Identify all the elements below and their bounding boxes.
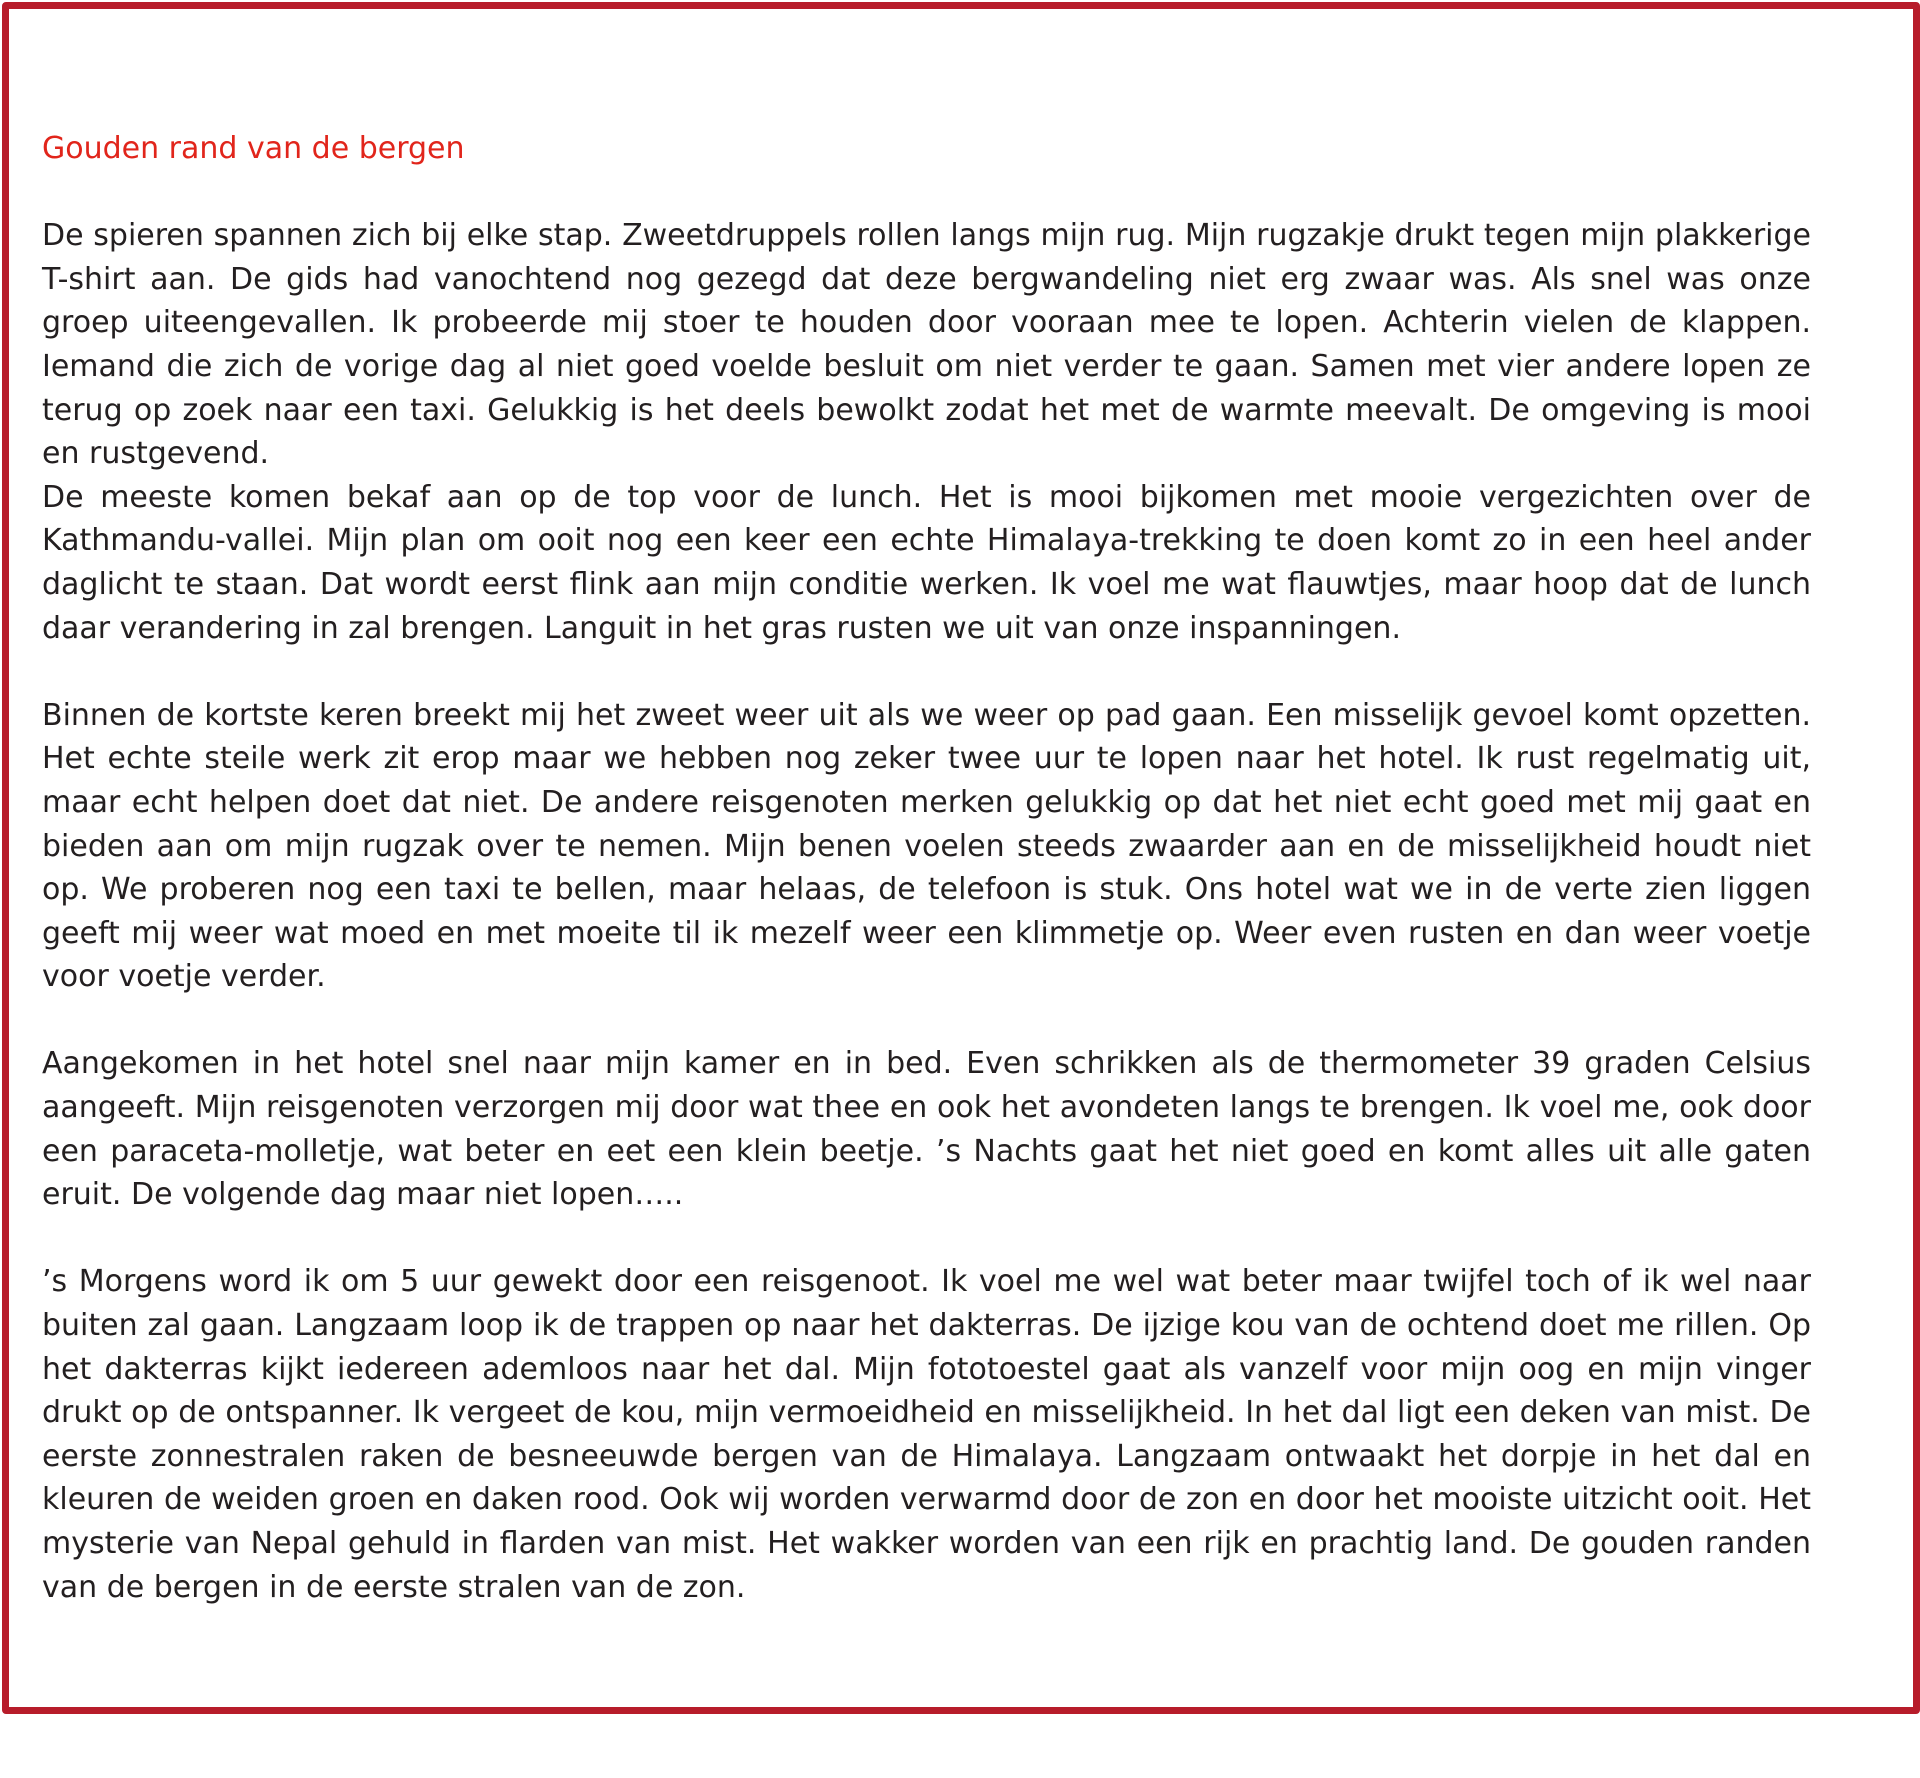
document-title: Gouden rand van de bergen: [42, 131, 465, 166]
paragraph-5: ’s Morgens word ik om 5 uur gewekt door een reisgenoot. Ik voel me wel wat beter maar twijfel toch of ik wel naar buiten zal gaan. Langzaam loop ik de trappen op naar het dakterras. De ijzige kou van de ochtend doet me rillen. Op het dakterras kijkt iedereen ademloos naar het dal. Mijn fototoestel gaat als vanzelf voor mijn oog en mijn vinger drukt op de ontspanner. Ik vergeet de kou, mijn vermoeidheid en misselijkheid. In het dal ligt een deken van mist. De eerste zonnestralen raken de besneeuwde bergen van de Himalaya. Langzaam ontwaakt het dorpje in het dal en kleuren de weiden groen en daken rood. Ook wij worden verwarmd door de zon en door het mooiste uitzicht ooit. Het mysterie van Nepal gehuld in flarden van mist. Het wakker worden van een rijk en prachtig land. De gouden randen van de bergen in de eerste stralen van de zon.: [42, 1264, 1811, 1605]
paragraph-3: Binnen de kortste keren breekt mij het zweet weer uit als we weer op pad gaan. Een misselijk gevoel komt opzetten. Het echte steile werk zit erop maar we hebben nog zeker twee uur te lopen naar het hotel. Ik rust regelmatig uit, maar echt helpen doet dat niet. De andere reisgenoten merken gelukkig op dat het niet echt goed met mij gaat en bieden aan om mijn rugzak over te nemen. Mijn benen voelen steeds zwaarder aan en de misselijkheid houdt niet op. We proberen nog een taxi te bellen, maar helaas, de telefoon is stuk. Ons hotel wat we in de verte zien liggen geeft mij weer wat moed en met moeite til ik mezelf weer een klimmetje op. Weer even rusten en dan weer voetje voor voetje verder.: [42, 697, 1811, 995]
document-body: [42, 127, 1811, 1609]
paragraph-1: De spieren spannen zich bij elke stap. Zweetdruppels rollen langs mijn rug. Mijn rugzakje drukt tegen mijn plakkerige T-shirt aan. De gids had vanochtend nog gezegd dat deze bergwandeling niet erg zwaar was. Als snel was onze groep uiteengevallen. Ik probeerde mij stoer te houden door vooraan mee te lopen. Achterin vielen de klappen. Iemand die zich de vorige dag al niet goed voelde besluit om niet verder te gaan. Samen met vier andere lopen ze terug op zoek naar een taxi. Gelukkig is het deels bewolkt zodat het met de warmte meevalt. De omgeving is mooi en rustgevend.: [42, 218, 1811, 472]
paragraph-2: De meeste komen bekaf aan op de top voor de lunch. Het is mooi bijkomen met mooie vergezichten over de Kathmandu-vallei. Mijn plan om ooit nog een keer een echte Himalaya-trekking te doen komt zo in een heel ander daglicht te staan. Dat wordt eerst flink aan mijn conditie werken. Ik voel me wat flauwtjes, maar hoop dat de lunch daar verandering in zal brengen. Languit in het gras rusten we uit van onze inspanningen.: [42, 479, 1811, 646]
paragraph-4: Aangekomen in het hotel snel naar mijn kamer en in bed. Even schrikken als de thermometer 39 graden Celsius aangeeft. Mijn reisgenoten verzorgen mij door wat thee en ook het avondeten langs te brengen. Ik voel me, ook door een paraceta-molletje, wat beter en eet een klein beetje. ’s Nachts gaat het niet goed en komt alles uit alle gaten eruit. De volgende dag maar niet lopen…..: [42, 1046, 1811, 1213]
document-frame: [2, 2, 1920, 1714]
